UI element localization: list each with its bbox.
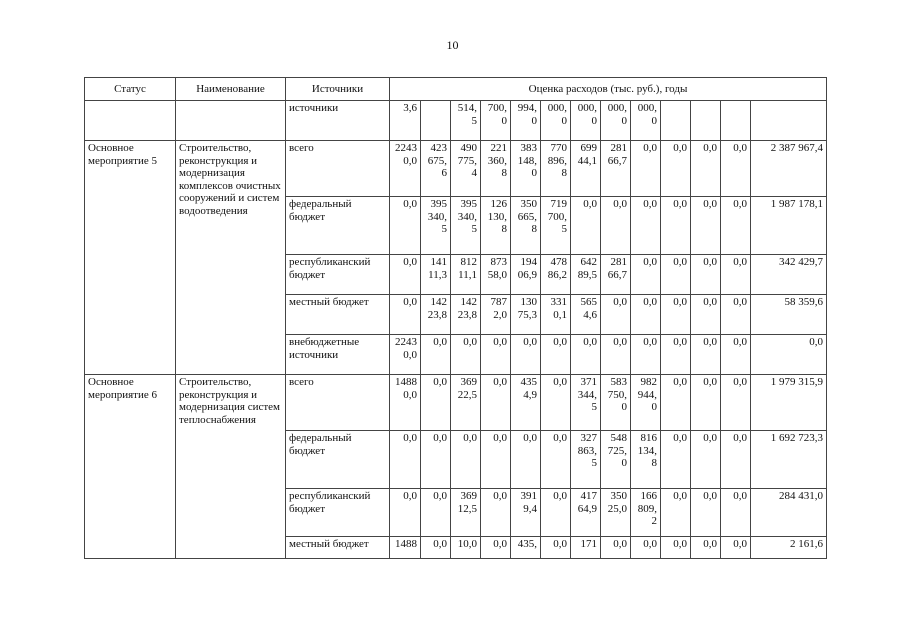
value-cell: 0,0: [661, 295, 691, 335]
value-cell: 371 344, 5: [571, 375, 601, 431]
value-cell: 0,0: [451, 431, 481, 489]
value-cell: 0,0: [541, 375, 571, 431]
status-cell: Основное мероприятие 5: [85, 141, 176, 375]
value-cell: 565 4,6: [571, 295, 601, 335]
source-cell: местный бюджет: [286, 295, 390, 335]
source-cell: всего: [286, 375, 390, 431]
value-cell: 0,0: [721, 431, 751, 489]
value-cell: 982 944, 0: [631, 375, 661, 431]
value-cell: 221 360, 8: [481, 141, 511, 197]
value-cell: 395 340, 5: [451, 197, 481, 255]
name-header: Наименование: [176, 78, 286, 101]
source-cell: республиканский бюджет: [286, 255, 390, 295]
value-cell: 0,0: [601, 335, 631, 375]
value-cell: 2243 0,0: [390, 141, 421, 197]
value-cell: 0,0: [481, 489, 511, 537]
table-row: [85, 375, 827, 431]
table-row: [85, 141, 827, 197]
value-cell: 0,0: [481, 537, 511, 559]
value-cell: 994, 0: [511, 101, 541, 141]
value-cell: 0,0: [481, 375, 511, 431]
value-cell: 0,0: [451, 335, 481, 375]
source-cell: федеральный бюджет: [286, 197, 390, 255]
value-cell: 383 148, 0: [511, 141, 541, 197]
value-cell: 0,0: [541, 489, 571, 537]
value-cell: 0,0: [390, 431, 421, 489]
value-cell: 490 775, 4: [451, 141, 481, 197]
value-cell: 770 896, 8: [541, 141, 571, 197]
value-cell: 171: [571, 537, 601, 559]
value-cell: 0,0: [421, 335, 451, 375]
value-cell: 0,0: [421, 489, 451, 537]
value-cell: 0,0: [631, 255, 661, 295]
value-cell: 583 750, 0: [601, 375, 631, 431]
budget-table: [84, 77, 827, 559]
value-cell: 0,0: [571, 335, 601, 375]
value-cell: 0,0: [511, 431, 541, 489]
value-cell: 350 665, 8: [511, 197, 541, 255]
value-cell: 787 2,0: [481, 295, 511, 335]
value-cell: 0,0: [601, 537, 631, 559]
value-cell: 166 809, 2: [631, 489, 661, 537]
source-cell: республиканский бюджет: [286, 489, 390, 537]
value-cell: 0,0: [661, 141, 691, 197]
value-cell: 642 89,5: [571, 255, 601, 295]
value-cell: 130 75,3: [511, 295, 541, 335]
value-cell: 1 987 178,1: [751, 197, 827, 255]
value-cell: 0,0: [421, 375, 451, 431]
value-cell: 0,0: [721, 375, 751, 431]
value-cell: 1488: [390, 537, 421, 559]
value-cell: 0,0: [691, 141, 721, 197]
value-cell: 0,0: [541, 537, 571, 559]
value-cell: 142 23,8: [451, 295, 481, 335]
value-cell: 514, 5: [451, 101, 481, 141]
value-cell: [661, 101, 691, 141]
value-cell: 126 130, 8: [481, 197, 511, 255]
value-cell: [691, 101, 721, 141]
value-cell: 0,0: [631, 335, 661, 375]
value-cell: 0,0: [601, 295, 631, 335]
value-cell: 2 161,6: [751, 537, 827, 559]
value-cell: 0,0: [721, 141, 751, 197]
value-cell: 0,0: [631, 141, 661, 197]
value-cell: 0,0: [541, 335, 571, 375]
page-number: 10: [446, 38, 459, 52]
value-cell: 0,0: [691, 197, 721, 255]
value-cell: 331 0,1: [541, 295, 571, 335]
value-cell: 284 431,0: [751, 489, 827, 537]
value-cell: 0,0: [691, 489, 721, 537]
value-cell: 281 66,7: [601, 141, 631, 197]
value-cell: 369 22,5: [451, 375, 481, 431]
value-cell: 0,0: [390, 255, 421, 295]
value-cell: 0,0: [661, 489, 691, 537]
value-cell: 342 429,7: [751, 255, 827, 295]
value-cell: 281 66,7: [601, 255, 631, 295]
value-cell: 0,0: [691, 537, 721, 559]
value-cell: 0,0: [751, 335, 827, 375]
value-cell: 423 675, 6: [421, 141, 451, 197]
value-cell: 873 58,0: [481, 255, 511, 295]
value-cell: 816 134, 8: [631, 431, 661, 489]
value-cell: 1488 0,0: [390, 375, 421, 431]
name-cell: Строительство, реконструкция и модернизация систем теплоснабжения: [176, 375, 286, 559]
value-cell: 0,0: [421, 431, 451, 489]
value-cell: 719 700, 5: [541, 197, 571, 255]
value-cell: 000, 0: [541, 101, 571, 141]
value-cell: 391 9,4: [511, 489, 541, 537]
value-cell: 0,0: [721, 197, 751, 255]
sources-header: Источники: [286, 78, 390, 101]
value-cell: 3,6: [390, 101, 421, 141]
value-cell: 0,0: [721, 537, 751, 559]
value-cell: 194 06,9: [511, 255, 541, 295]
value-cell: 000, 0: [631, 101, 661, 141]
value-cell: 0,0: [661, 375, 691, 431]
value-cell: 435 4,9: [511, 375, 541, 431]
value-cell: 0,0: [691, 375, 721, 431]
value-cell: 0,0: [661, 197, 691, 255]
status-cell: Основное мероприятие 6: [85, 375, 176, 559]
value-cell: 58 359,6: [751, 295, 827, 335]
value-cell: 0,0: [541, 431, 571, 489]
value-cell: 435,: [511, 537, 541, 559]
value-cell: 0,0: [721, 335, 751, 375]
value-cell: 10,0: [451, 537, 481, 559]
value-cell: 0,0: [721, 295, 751, 335]
value-cell: 0,0: [691, 431, 721, 489]
value-cell: 1 692 723,3: [751, 431, 827, 489]
value-cell: 0,0: [691, 295, 721, 335]
value-cell: 0,0: [481, 431, 511, 489]
value-cell: 0,0: [390, 295, 421, 335]
value-cell: 0,0: [661, 537, 691, 559]
value-cell: 000, 0: [571, 101, 601, 141]
value-cell: 0,0: [631, 197, 661, 255]
value-cell: 2 387 967,4: [751, 141, 827, 197]
table-row: [85, 101, 827, 141]
value-cell: 000, 0: [601, 101, 631, 141]
source-cell: внебюджетные источники: [286, 335, 390, 375]
value-cell: 141 11,3: [421, 255, 451, 295]
value-cell: 0,0: [721, 255, 751, 295]
source-cell: местный бюджет: [286, 537, 390, 559]
value-cell: 0,0: [481, 335, 511, 375]
value-cell: 350 25,0: [601, 489, 631, 537]
estimate-header: Оценка расходов (тыс. руб.), годы: [390, 78, 827, 101]
value-cell: 478 86,2: [541, 255, 571, 295]
value-cell: 0,0: [691, 255, 721, 295]
value-cell: [751, 101, 827, 141]
value-cell: 0,0: [571, 197, 601, 255]
value-cell: 0,0: [661, 255, 691, 295]
source-cell: федеральный бюджет: [286, 431, 390, 489]
value-cell: 0,0: [390, 197, 421, 255]
value-cell: 0,0: [721, 489, 751, 537]
name-cell: Строительство, реконструкция и модернизация комплексов очистных сооружений и систем водоотведения: [176, 141, 286, 375]
value-cell: 142 23,8: [421, 295, 451, 335]
source-cell: источники: [286, 101, 390, 141]
value-cell: 812 11,1: [451, 255, 481, 295]
value-cell: 417 64,9: [571, 489, 601, 537]
value-cell: 699 44,1: [571, 141, 601, 197]
value-cell: 2243 0,0: [390, 335, 421, 375]
value-cell: 0,0: [661, 335, 691, 375]
value-cell: 0,0: [511, 335, 541, 375]
value-cell: 0,0: [691, 335, 721, 375]
value-cell: 327 863, 5: [571, 431, 601, 489]
value-cell: [721, 101, 751, 141]
value-cell: 0,0: [631, 295, 661, 335]
value-cell: 0,0: [601, 197, 631, 255]
header-row: [85, 78, 827, 101]
value-cell: [421, 101, 451, 141]
value-cell: 395 340, 5: [421, 197, 451, 255]
value-cell: 1 979 315,9: [751, 375, 827, 431]
table-body: [85, 101, 827, 559]
value-cell: 700, 0: [481, 101, 511, 141]
value-cell: 0,0: [421, 537, 451, 559]
value-cell: 0,0: [631, 537, 661, 559]
status-cell: [85, 101, 176, 141]
value-cell: 548 725, 0: [601, 431, 631, 489]
status-header: Статус: [85, 78, 176, 101]
value-cell: 0,0: [661, 431, 691, 489]
name-cell: [176, 101, 286, 141]
value-cell: 0,0: [390, 489, 421, 537]
source-cell: всего: [286, 141, 390, 197]
value-cell: 369 12,5: [451, 489, 481, 537]
